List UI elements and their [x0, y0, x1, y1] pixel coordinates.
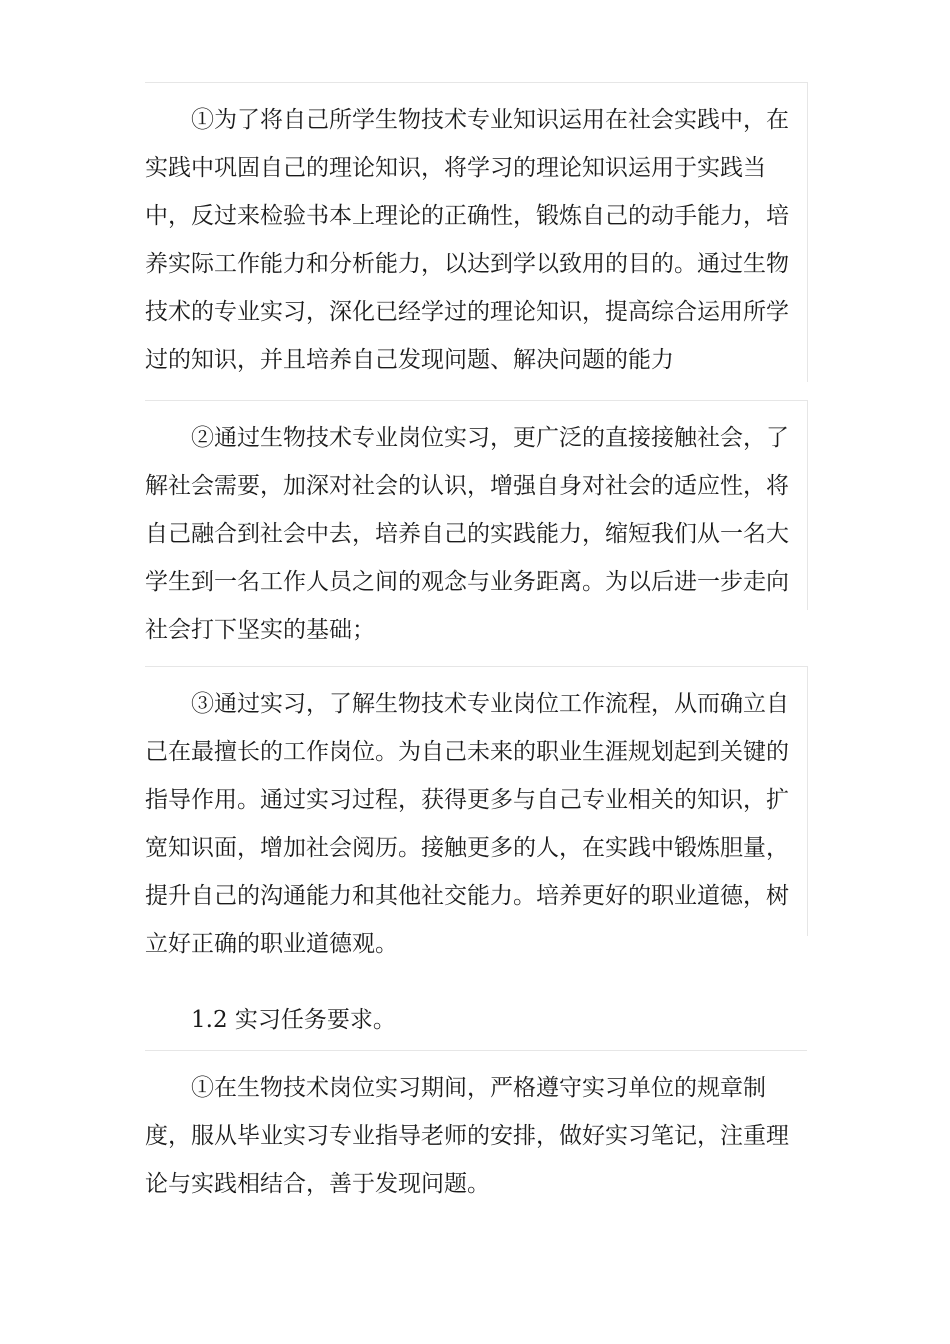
paragraph-line: 过的知识，并且培养自己发现问题、解决问题的能力	[145, 347, 674, 373]
paragraph-line: 度，服从毕业实习专业指导老师的安排，做好实习笔记，注重理	[145, 1123, 789, 1149]
paragraph-purpose-2	[145, 414, 815, 654]
text-box-guide	[145, 400, 807, 401]
paragraph-line: ②通过生物技术专业岗位实习，更广泛的直接接触社会，了	[191, 425, 789, 451]
paragraph-line: 技术的专业实习，深化已经学过的理论知识，提高综合运用所学	[145, 299, 789, 325]
text-box-guide	[145, 1050, 807, 1051]
paragraph-line: 自己融合到社会中去，培养自己的实践能力，缩短我们从一名大	[145, 521, 789, 547]
text-box-guide	[145, 82, 807, 83]
paragraph-line: 论与实践相结合，善于发现问题。	[145, 1171, 490, 1197]
section-heading	[145, 996, 815, 1044]
text-box-guide	[145, 666, 807, 667]
paragraph-task-requirement-1	[145, 1064, 815, 1208]
paragraph-line: 实践中巩固自己的理论知识，将学习的理论知识运用于实践当	[145, 155, 766, 181]
paragraph-line: 提升自己的沟通能力和其他社交能力。培养更好的职业道德，树	[145, 883, 789, 909]
paragraph-line: 学生到一名工作人员之间的观念与业务距离。为以后进一步走向	[145, 569, 789, 595]
paragraph-purpose-1	[145, 96, 815, 384]
section-heading-text: 1.2 实习任务要求。	[191, 1007, 396, 1033]
paragraph-line: 养实际工作能力和分析能力，以达到学以致用的目的。通过生物	[145, 251, 789, 277]
paragraph-line: 解社会需要，加深对社会的认识，增强自身对社会的适应性，将	[145, 473, 789, 499]
paragraph-line: 指导作用。通过实习过程，获得更多与自己专业相关的知识，扩	[145, 787, 789, 813]
paragraph-purpose-3	[145, 680, 815, 968]
paragraph-line: 己在最擅长的工作岗位。为自己未来的职业生涯规划起到关键的	[145, 739, 789, 765]
paragraph-line: ①为了将自己所学生物技术专业知识运用在社会实践中，在	[191, 107, 789, 133]
paragraph-line: 立好正确的职业道德观。	[145, 931, 398, 957]
paragraph-line: 社会打下坚实的基础；	[145, 617, 375, 643]
paragraph-line: 中，反过来检验书本上理论的正确性，锻炼自己的动手能力，培	[145, 203, 789, 229]
paragraph-line: ①在生物技术岗位实习期间，严格遵守实习单位的规章制	[191, 1075, 766, 1101]
paragraph-line: ③通过实习，了解生物技术专业岗位工作流程，从而确立自	[191, 691, 789, 717]
paragraph-line: 宽知识面，增加社会阅历。接触更多的人，在实践中锻炼胆量，	[145, 835, 789, 861]
